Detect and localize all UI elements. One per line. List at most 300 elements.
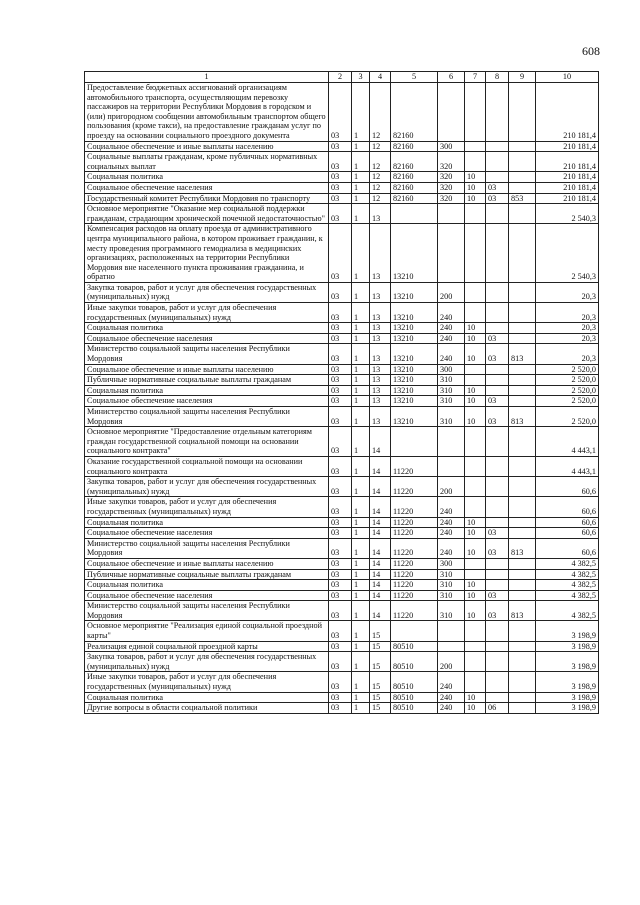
table-row <box>85 601 599 621</box>
expense-type-cell: 240 <box>438 528 465 539</box>
section-code-cell: 03 <box>329 652 352 672</box>
direction-cell: 80510 <box>391 641 438 652</box>
subsection-cell: 03 <box>486 396 509 407</box>
event-cell: 15 <box>370 692 391 703</box>
subprogram-cell: 1 <box>352 182 370 193</box>
section-cell: 10 <box>465 528 486 539</box>
ministry-code-cell <box>509 396 536 407</box>
section-code-cell: 03 <box>329 569 352 580</box>
ministry-code-cell <box>509 333 536 344</box>
amount-cell: 210 181,4 <box>536 83 599 142</box>
expense-type-cell: 200 <box>438 477 465 497</box>
section-cell: 10 <box>465 601 486 621</box>
subprogram-cell: 1 <box>352 517 370 528</box>
section-cell: 10 <box>465 396 486 407</box>
table-row <box>85 672 599 692</box>
subprogram-cell: 1 <box>352 204 370 224</box>
event-cell: 14 <box>370 497 391 517</box>
subsection-cell: 03 <box>486 590 509 601</box>
ministry-code-cell: 813 <box>509 344 536 364</box>
subprogram-cell: 1 <box>352 641 370 652</box>
ministry-code-cell <box>509 652 536 672</box>
amount-cell: 4 443,1 <box>536 456 599 476</box>
subprogram-cell: 1 <box>352 652 370 672</box>
ministry-code-cell <box>509 703 536 714</box>
subprogram-cell: 1 <box>352 601 370 621</box>
amount-cell: 4 382,5 <box>536 590 599 601</box>
event-cell: 14 <box>370 580 391 591</box>
subsection-cell: 03 <box>486 333 509 344</box>
subprogram-cell: 1 <box>352 344 370 364</box>
event-cell: 13 <box>370 375 391 386</box>
expense-type-cell: 240 <box>438 538 465 558</box>
row-name-cell: Основное мероприятие "Оказание мер социальной поддержки гражданам, страдающим хронической почечной недостаточностью" <box>85 204 329 224</box>
subprogram-cell: 1 <box>352 385 370 396</box>
table-row <box>85 703 599 714</box>
subprogram-cell: 1 <box>352 152 370 172</box>
section-code-cell: 03 <box>329 333 352 344</box>
direction-cell: 11220 <box>391 528 438 539</box>
ministry-code-cell <box>509 569 536 580</box>
ministry-code-cell <box>509 558 536 569</box>
amount-cell: 4 382,5 <box>536 569 599 580</box>
expense-type-cell: 320 <box>438 152 465 172</box>
direction-cell: 80510 <box>391 703 438 714</box>
ministry-code-cell <box>509 172 536 183</box>
row-name-cell: Закупка товаров, работ и услуг для обеспечения государственных (муниципальных) нужд <box>85 477 329 497</box>
ministry-code-cell <box>509 427 536 457</box>
table-row <box>85 517 599 528</box>
section-code-cell: 03 <box>329 621 352 641</box>
expense-type-cell: 240 <box>438 333 465 344</box>
section-code-cell: 03 <box>329 141 352 152</box>
expense-type-cell: 320 <box>438 172 465 183</box>
amount-cell: 2 520,0 <box>536 364 599 375</box>
ministry-code-cell <box>509 385 536 396</box>
table-row <box>85 172 599 183</box>
subprogram-cell: 1 <box>352 172 370 183</box>
direction-cell: 13210 <box>391 364 438 375</box>
section-cell <box>465 141 486 152</box>
subsection-cell <box>486 83 509 142</box>
event-cell: 12 <box>370 172 391 183</box>
subsection-cell: 03 <box>486 407 509 427</box>
section-cell: 10 <box>465 193 486 204</box>
page-number: 608 <box>582 44 600 58</box>
expense-type-cell: 240 <box>438 497 465 517</box>
direction-cell: 80510 <box>391 672 438 692</box>
subsection-cell <box>486 558 509 569</box>
subsection-cell: 03 <box>486 538 509 558</box>
section-code-cell: 03 <box>329 182 352 193</box>
subsection-cell <box>486 323 509 334</box>
amount-cell: 20,3 <box>536 303 599 323</box>
section-code-cell: 03 <box>329 590 352 601</box>
ministry-code-cell <box>509 375 536 386</box>
event-cell: 15 <box>370 641 391 652</box>
amount-cell: 210 181,4 <box>536 193 599 204</box>
section-code-cell: 03 <box>329 497 352 517</box>
row-name-cell: Основное мероприятие "Предоставление отдельным категориям граждан государственной социальной помощи на основании социального контракта" <box>85 427 329 457</box>
subsection-cell <box>486 385 509 396</box>
section-cell <box>465 558 486 569</box>
budget-table <box>84 71 599 714</box>
row-name-cell: Социальная политика <box>85 323 329 334</box>
ministry-code-cell: 813 <box>509 407 536 427</box>
table-row <box>85 224 599 283</box>
table-row <box>85 282 599 302</box>
table-row <box>85 323 599 334</box>
direction-cell: 13210 <box>391 323 438 334</box>
direction-cell: 13210 <box>391 407 438 427</box>
table-row <box>85 396 599 407</box>
subsection-cell <box>486 672 509 692</box>
subsection-cell <box>486 375 509 386</box>
row-name-cell: Оказание государственной социальной помощи на основании социального контракта <box>85 456 329 476</box>
section-code-cell: 03 <box>329 396 352 407</box>
subprogram-cell: 1 <box>352 456 370 476</box>
direction-cell: 13210 <box>391 385 438 396</box>
section-cell: 10 <box>465 385 486 396</box>
amount-cell: 210 181,4 <box>536 172 599 183</box>
row-name-cell: Иные закупки товаров, работ и услуг для обеспечения государственных (муниципальных) нужд <box>85 672 329 692</box>
expense-type-cell: 310 <box>438 569 465 580</box>
section-cell: 10 <box>465 703 486 714</box>
direction-cell: 82160 <box>391 172 438 183</box>
column-header: 3 <box>352 72 370 83</box>
amount-cell: 3 198,9 <box>536 641 599 652</box>
section-cell <box>465 375 486 386</box>
row-name-cell: Иные закупки товаров, работ и услуг для обеспечения государственных (муниципальных) нужд <box>85 497 329 517</box>
section-cell <box>465 152 486 172</box>
table-row <box>85 152 599 172</box>
subprogram-cell: 1 <box>352 193 370 204</box>
table-row <box>85 621 599 641</box>
amount-cell: 2 520,0 <box>536 396 599 407</box>
table-row <box>85 528 599 539</box>
subsection-cell <box>486 497 509 517</box>
table-row <box>85 344 599 364</box>
event-cell: 13 <box>370 364 391 375</box>
table-row <box>85 456 599 476</box>
subsection-cell <box>486 152 509 172</box>
subprogram-cell: 1 <box>352 621 370 641</box>
amount-cell: 2 540,3 <box>536 204 599 224</box>
subsection-cell <box>486 172 509 183</box>
expense-type-cell: 300 <box>438 364 465 375</box>
column-header: 9 <box>509 72 536 83</box>
table-row <box>85 558 599 569</box>
event-cell: 13 <box>370 407 391 427</box>
ministry-code-cell <box>509 580 536 591</box>
row-name-cell: Публичные нормативные социальные выплаты гражданам <box>85 569 329 580</box>
section-cell <box>465 621 486 641</box>
subsection-cell <box>486 477 509 497</box>
section-code-cell: 03 <box>329 692 352 703</box>
section-cell <box>465 456 486 476</box>
row-name-cell: Социальная политика <box>85 580 329 591</box>
section-cell <box>465 204 486 224</box>
section-cell: 10 <box>465 182 486 193</box>
table-body <box>85 83 599 714</box>
expense-type-cell: 320 <box>438 193 465 204</box>
direction-cell <box>391 204 438 224</box>
amount-cell: 4 382,5 <box>536 601 599 621</box>
ministry-code-cell <box>509 621 536 641</box>
subprogram-cell: 1 <box>352 375 370 386</box>
ministry-code-cell: 853 <box>509 193 536 204</box>
direction-cell: 11220 <box>391 580 438 591</box>
row-name-cell: Социальная политика <box>85 385 329 396</box>
row-name-cell: Министерство социальной защиты населения Республики Мордовия <box>85 407 329 427</box>
expense-type-cell: 240 <box>438 703 465 714</box>
section-code-cell: 03 <box>329 427 352 457</box>
expense-type-cell <box>438 621 465 641</box>
amount-cell: 3 198,9 <box>536 672 599 692</box>
table-row <box>85 641 599 652</box>
amount-cell: 60,6 <box>536 477 599 497</box>
row-name-cell: Министерство социальной защиты населения Республики Мордовия <box>85 344 329 364</box>
expense-type-cell <box>438 456 465 476</box>
expense-type-cell: 200 <box>438 282 465 302</box>
expense-type-cell: 310 <box>438 601 465 621</box>
amount-cell: 2 520,0 <box>536 375 599 386</box>
event-cell: 14 <box>370 517 391 528</box>
event-cell: 14 <box>370 590 391 601</box>
subsection-cell <box>486 621 509 641</box>
section-code-cell: 03 <box>329 385 352 396</box>
section-code-cell: 03 <box>329 407 352 427</box>
subprogram-cell: 1 <box>352 141 370 152</box>
section-cell: 10 <box>465 344 486 364</box>
subsection-cell <box>486 204 509 224</box>
section-code-cell: 03 <box>329 152 352 172</box>
column-header: 1 <box>85 72 329 83</box>
expense-type-cell <box>438 83 465 142</box>
amount-cell: 60,6 <box>536 497 599 517</box>
section-code-cell: 03 <box>329 641 352 652</box>
table-row <box>85 385 599 396</box>
direction-cell: 82160 <box>391 141 438 152</box>
section-cell <box>465 569 486 580</box>
ministry-code-cell <box>509 641 536 652</box>
section-cell: 10 <box>465 580 486 591</box>
subsection-cell <box>486 141 509 152</box>
direction-cell: 80510 <box>391 652 438 672</box>
expense-type-cell <box>438 204 465 224</box>
column-header: 10 <box>536 72 599 83</box>
row-name-cell: Публичные нормативные социальные выплаты гражданам <box>85 375 329 386</box>
expense-type-cell: 310 <box>438 375 465 386</box>
section-code-cell: 03 <box>329 375 352 386</box>
ministry-code-cell <box>509 303 536 323</box>
subsection-cell: 03 <box>486 528 509 539</box>
subprogram-cell: 1 <box>352 580 370 591</box>
section-cell: 10 <box>465 692 486 703</box>
direction-cell: 11220 <box>391 456 438 476</box>
table-row <box>85 590 599 601</box>
table-row <box>85 580 599 591</box>
event-cell: 14 <box>370 528 391 539</box>
event-cell: 12 <box>370 193 391 204</box>
expense-type-cell: 310 <box>438 396 465 407</box>
expense-type-cell: 200 <box>438 652 465 672</box>
row-name-cell: Социальное обеспечение населения <box>85 396 329 407</box>
section-cell: 10 <box>465 517 486 528</box>
direction-cell <box>391 621 438 641</box>
direction-cell: 11220 <box>391 517 438 528</box>
table-row <box>85 569 599 580</box>
amount-cell: 3 198,9 <box>536 703 599 714</box>
direction-cell: 13210 <box>391 333 438 344</box>
section-cell <box>465 477 486 497</box>
table-row <box>85 477 599 497</box>
subsection-cell <box>486 692 509 703</box>
ministry-code-cell <box>509 323 536 334</box>
ministry-code-cell <box>509 456 536 476</box>
direction-cell: 11220 <box>391 477 438 497</box>
direction-cell: 13210 <box>391 344 438 364</box>
table-row <box>85 375 599 386</box>
column-header: 7 <box>465 72 486 83</box>
ministry-code-cell <box>509 497 536 517</box>
amount-cell: 3 198,9 <box>536 692 599 703</box>
amount-cell: 210 181,4 <box>536 182 599 193</box>
direction-cell: 13210 <box>391 375 438 386</box>
direction-cell <box>391 427 438 457</box>
row-name-cell: Предоставление бюджетных ассигнований организациям автомобильного транспорта, осуществляющим перевозку пассажиров на территории Республики Мордовия в городском и (или) пригородном сообщении автомобильным транспортом общего пользования (кроме такси), на предоставление гражданам услуг по проезду на основании социального проездного документа <box>85 83 329 142</box>
row-name-cell: Закупка товаров, работ и услуг для обеспечения государственных (муниципальных) нужд <box>85 652 329 672</box>
section-cell <box>465 282 486 302</box>
expense-type-cell: 310 <box>438 385 465 396</box>
amount-cell: 60,6 <box>536 517 599 528</box>
event-cell: 12 <box>370 152 391 172</box>
event-cell: 15 <box>370 672 391 692</box>
expense-type-cell: 240 <box>438 344 465 364</box>
row-name-cell: Социальное обеспечение и иные выплаты населению <box>85 364 329 375</box>
subsection-cell <box>486 427 509 457</box>
section-cell <box>465 497 486 517</box>
expense-type-cell <box>438 224 465 283</box>
row-name-cell: Реализация единой социальной проездной карты <box>85 641 329 652</box>
ministry-code-cell <box>509 672 536 692</box>
subprogram-cell: 1 <box>352 672 370 692</box>
amount-cell: 60,6 <box>536 538 599 558</box>
section-code-cell: 03 <box>329 528 352 539</box>
table-row <box>85 303 599 323</box>
ministry-code-cell <box>509 517 536 528</box>
subprogram-cell: 1 <box>352 538 370 558</box>
event-cell: 14 <box>370 569 391 580</box>
amount-cell: 20,3 <box>536 344 599 364</box>
ministry-code-cell <box>509 528 536 539</box>
ministry-code-cell <box>509 224 536 283</box>
ministry-code-cell <box>509 364 536 375</box>
section-cell: 10 <box>465 538 486 558</box>
subprogram-cell: 1 <box>352 333 370 344</box>
section-cell: 10 <box>465 333 486 344</box>
event-cell: 13 <box>370 396 391 407</box>
event-cell: 13 <box>370 282 391 302</box>
direction-cell: 82160 <box>391 182 438 193</box>
section-code-cell: 03 <box>329 580 352 591</box>
section-code-cell: 03 <box>329 303 352 323</box>
column-header: 6 <box>438 72 465 83</box>
section-code-cell: 03 <box>329 83 352 142</box>
subsection-cell <box>486 303 509 323</box>
subsection-cell: 03 <box>486 193 509 204</box>
event-cell: 15 <box>370 621 391 641</box>
section-code-cell: 03 <box>329 456 352 476</box>
amount-cell: 2 520,0 <box>536 407 599 427</box>
row-name-cell: Социальное обеспечение и иные выплаты населению <box>85 141 329 152</box>
expense-type-cell <box>438 427 465 457</box>
direction-cell: 82160 <box>391 152 438 172</box>
subsection-cell <box>486 224 509 283</box>
table-row <box>85 538 599 558</box>
subprogram-cell: 1 <box>352 323 370 334</box>
row-name-cell: Социальное обеспечение населения <box>85 590 329 601</box>
column-header: 4 <box>370 72 391 83</box>
section-code-cell: 03 <box>329 344 352 364</box>
table-row <box>85 497 599 517</box>
section-cell <box>465 672 486 692</box>
subsection-cell <box>486 517 509 528</box>
direction-cell: 80510 <box>391 692 438 703</box>
row-name-cell: Государственный комитет Республики Мордовия по транспорту <box>85 193 329 204</box>
section-cell <box>465 83 486 142</box>
section-code-cell: 03 <box>329 601 352 621</box>
table-row <box>85 652 599 672</box>
table-row <box>85 427 599 457</box>
event-cell: 13 <box>370 323 391 334</box>
table-header-row <box>85 72 599 83</box>
ministry-code-cell <box>509 83 536 142</box>
ministry-code-cell <box>509 141 536 152</box>
expense-type-cell: 310 <box>438 580 465 591</box>
subprogram-cell: 1 <box>352 303 370 323</box>
amount-cell: 20,3 <box>536 282 599 302</box>
event-cell: 14 <box>370 601 391 621</box>
row-name-cell: Социальное обеспечение населения <box>85 333 329 344</box>
row-name-cell: Министерство социальной защиты населения Республики Мордовия <box>85 601 329 621</box>
row-name-cell: Социальная политика <box>85 692 329 703</box>
direction-cell: 11220 <box>391 601 438 621</box>
event-cell: 12 <box>370 141 391 152</box>
table-row <box>85 364 599 375</box>
row-name-cell: Компенсация расходов на оплату проезда от административного центра муниципального района, в котором проживает гражданин, к месту проведения программного гемодиализа в медицинских организациях, расположенных на территории Республики Мордовия вне населенного пункта проживания гражданина, и обратно <box>85 224 329 283</box>
amount-cell: 60,6 <box>536 528 599 539</box>
section-code-cell: 03 <box>329 204 352 224</box>
row-name-cell: Социальное обеспечение населения <box>85 528 329 539</box>
section-code-cell: 03 <box>329 672 352 692</box>
event-cell: 14 <box>370 558 391 569</box>
direction-cell: 13210 <box>391 224 438 283</box>
table-row <box>85 182 599 193</box>
subprogram-cell: 1 <box>352 590 370 601</box>
ministry-code-cell <box>509 282 536 302</box>
section-cell <box>465 224 486 283</box>
ministry-code-cell <box>509 182 536 193</box>
expense-type-cell: 310 <box>438 590 465 601</box>
ministry-code-cell <box>509 590 536 601</box>
section-code-cell: 03 <box>329 517 352 528</box>
column-header: 2 <box>329 72 352 83</box>
table-row <box>85 193 599 204</box>
row-name-cell: Другие вопросы в области социальной политики <box>85 703 329 714</box>
subsection-cell: 03 <box>486 601 509 621</box>
event-cell: 13 <box>370 333 391 344</box>
